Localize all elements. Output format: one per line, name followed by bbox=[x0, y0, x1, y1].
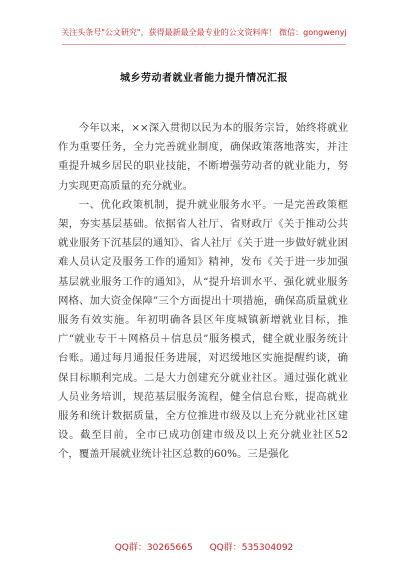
header-banner: 关注头条号"公文研究"，获得最新最全最专业的公文资料库！ 微信：gongwenyj bbox=[61, 28, 347, 37]
footer-contacts bbox=[0, 540, 408, 553]
body-paragraph: 今年以来，××深入贯彻以民为本的服务宗旨，始终将就业作为重要任务，全力完善就业制度，确保政策落地落实，并注重提升城乡居民的职业技能，不断增强劳动者的就业能力，努力实现更高质量的充分就业。 bbox=[58, 122, 348, 192]
qq-group-1: QQ群：30265665 bbox=[114, 543, 193, 553]
header-divider bbox=[62, 44, 346, 45]
document-body bbox=[58, 119, 348, 465]
qq-group-2: QQ群：535304092 bbox=[209, 543, 294, 553]
document-title: 城乡劳动者就业者能力提升情况汇报 bbox=[120, 73, 288, 84]
body-paragraph: 一、优化政策机制，提升就业服务水平。一是完善政策框架，夯实基层基础。依据省人社厅、省财政厅《关于推动公共就业服务下沉基层的通知》、省人社厅《关于进一步做好就业困难人员认定及服务工作的通知》精神，发布《关于进一步加强基层就业服务工作的通知》，从“提升培训水平、强化就业服务网格、加大资金保障”三个方面提出十项措施，确保高质量就业服务有效实施。年初明确各县区年度城镇新增就业目标，推广“就业专干＋网格员＋信息员”服务模式，健全就业服务统计台账。通过每月通报任务进展，对迟缓地区实施提醒约谈，确保目标顺利完成。二是大力创建充分就业社区。通过强化就业人员业务培训，规范基层服务流程，健全信息台账，提高就业服务和统计数据质量，全方位推进市级及以上充分就业社区建设。截至目前，全市已成功创建市级及以上充分就业社区52个，覆盖开展就业统计社区总数的60%。三是强化 bbox=[58, 198, 348, 461]
